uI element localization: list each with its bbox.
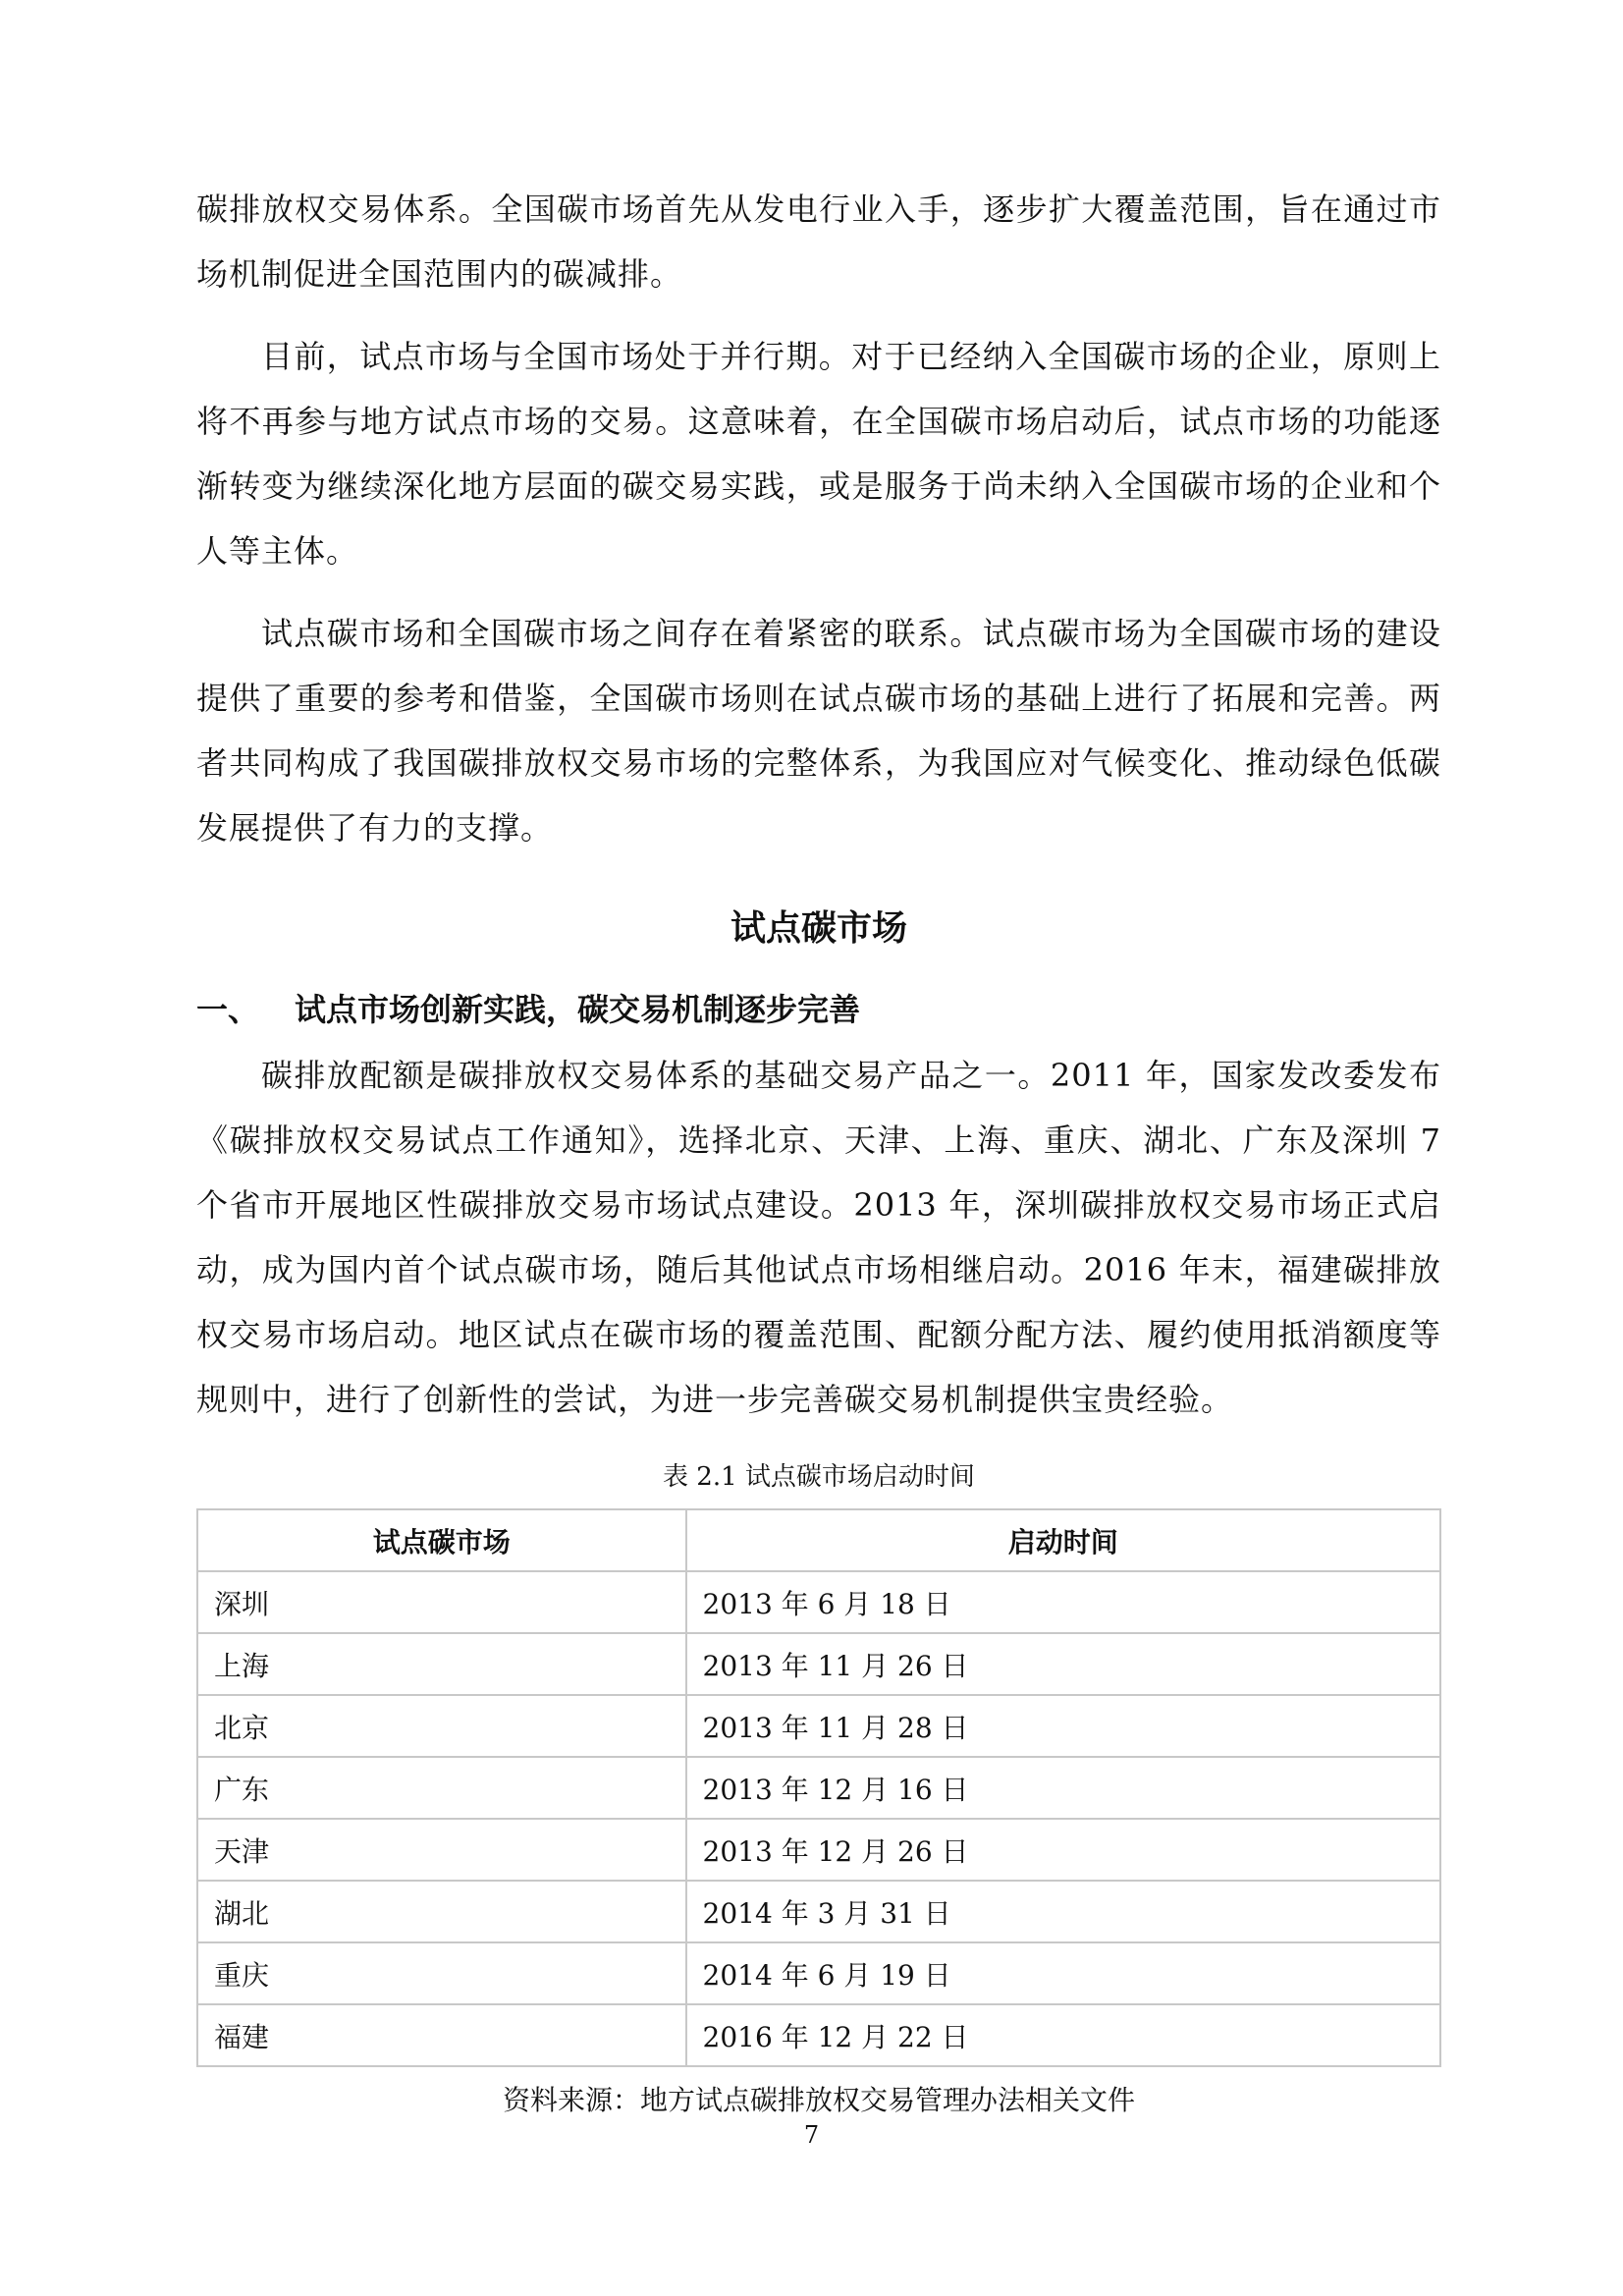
paragraph-continuation: 碳排放权交易体系。全国碳市场首先从发电行业入手，逐步扩大覆盖范围，旨在通过市场机制促进全国范围内的碳减排。 (196, 191, 1441, 293)
cell-market: 广东 (197, 1757, 686, 1819)
paragraph-pilot-history: 碳排放配额是碳排放权交易体系的基础交易产品之一。2011 年，国家发改委发布《碳排放权交易试点工作通知》，选择北京、天津、上海、重庆、湖北、广东及深圳 7 个省市开展地区性碳排放交易市场试点建设。2013 年，深圳碳排放权交易市场正式启动，成为国内首个试点碳市场，随后其他试点市场相继启动。2016 年末，福建碳排放权交易市场启动。地区试点在碳市场的覆盖范围、配额分配方法、履约使用抵消额度等规则中，进行了创新性的尝试，为进一步完善碳交易机制提供宝贵经验。 (196, 1057, 1441, 1418)
paragraph-relationship: 试点碳市场和全国碳市场之间存在着紧密的联系。试点碳市场为全国碳市场的建设提供了重要的参考和借鉴，全国碳市场则在试点碳市场的基础上进行了拓展和完善。两者共同构成了我国碳排放权交易市场的完整体系，为我国应对气候变化、推动绿色低碳发展提供了有力的支撑。 (196, 615, 1441, 847)
table-row (197, 1819, 1440, 1881)
header-market: 试点碳市场 (197, 1509, 686, 1571)
cell-launch-date: 2013 年 6 月 18 日 (686, 1571, 1440, 1633)
page-content (196, 177, 1441, 2120)
cell-launch-date: 2013 年 12 月 16 日 (686, 1757, 1440, 1819)
header-launch-date: 启动时间 (686, 1509, 1440, 1571)
table-row (197, 1942, 1440, 2004)
pilot-market-table (196, 1508, 1441, 2067)
cell-launch-date: 2016 年 12 月 22 日 (686, 2004, 1440, 2066)
cell-launch-date: 2014 年 3 月 31 日 (686, 1881, 1440, 1942)
cell-launch-date: 2014 年 6 月 19 日 (686, 1942, 1440, 2004)
cell-launch-date: 2013 年 12 月 26 日 (686, 1819, 1440, 1881)
cell-market: 福建 (197, 2004, 686, 2066)
cell-launch-date: 2013 年 11 月 28 日 (686, 1695, 1440, 1757)
subheading-number: 一、 (196, 991, 260, 1028)
subheading-text: 试点市场创新实践，碳交易机制逐步完善 (295, 991, 861, 1028)
table-header-row (197, 1509, 1440, 1571)
table-caption: 表 2.1 试点碳市场启动时间 (663, 1462, 975, 1492)
paragraph-parallel-period: 目前，试点市场与全国市场处于并行期。对于已经纳入全国碳市场的企业，原则上将不再参与地方试点市场的交易。这意味着，在全国碳市场启动后，试点市场的功能逐渐转变为继续深化地方层面的碳交易实践，或是服务于尚未纳入全国碳市场的企业和个人等主体。 (196, 338, 1441, 570)
cell-market: 深圳 (197, 1571, 686, 1633)
cell-market: 重庆 (197, 1942, 686, 2004)
subheading (196, 980, 1441, 1039)
table-row (197, 2004, 1440, 2066)
table-row (197, 1571, 1440, 1633)
page-number: 7 (803, 2121, 820, 2149)
table-source-note: 资料来源：地方试点碳排放权交易管理办法相关文件 (502, 2084, 1135, 2116)
table-row (197, 1757, 1440, 1819)
table-row (197, 1881, 1440, 1942)
cell-launch-date: 2013 年 11 月 26 日 (686, 1633, 1440, 1695)
table-row (197, 1633, 1440, 1695)
cell-market: 湖北 (197, 1881, 686, 1942)
cell-market: 天津 (197, 1819, 686, 1881)
cell-market: 北京 (197, 1695, 686, 1757)
cell-market: 上海 (197, 1633, 686, 1695)
section-title: 试点碳市场 (730, 908, 907, 949)
table-row (197, 1695, 1440, 1757)
